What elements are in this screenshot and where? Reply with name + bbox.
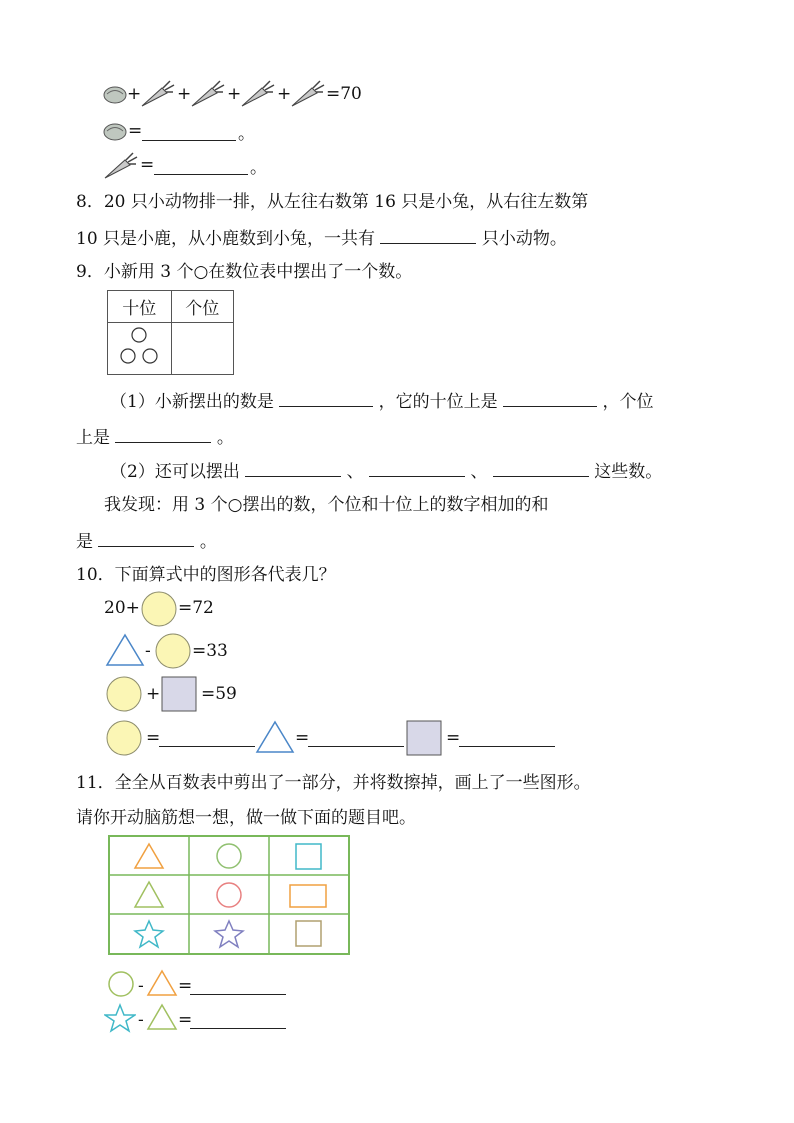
answer-blank-other-1[interactable] (245, 458, 341, 477)
gray-square-icon (160, 675, 198, 713)
period: 。 (238, 124, 255, 144)
carrot-icon (240, 80, 276, 108)
equals-sign: = (446, 728, 461, 748)
yellow-circle-icon (105, 675, 143, 713)
plus-sign: + (277, 84, 292, 104)
equals-sign: = (146, 728, 161, 748)
q9-title: 9．小新用 3 个○在数位表中摆出了一个数。 (76, 262, 413, 282)
answer-blank-triangle[interactable] (308, 728, 404, 747)
tens-cell (108, 323, 172, 375)
three-circles-icon (114, 323, 164, 369)
q9-part1-ones-label: 上是 (76, 428, 110, 448)
minus-sign: - (145, 641, 151, 661)
answer-blank-carrot[interactable] (154, 156, 248, 175)
q11-line2: 请你开动脑筋想一想，做一做下面的题目吧。 (76, 808, 416, 828)
header-ones: 个位 (171, 291, 233, 323)
q8-line2-text: 10 只是小鹿，从小鹿数到小兔，一共有 (76, 229, 376, 249)
answer-blank-number[interactable] (279, 388, 373, 407)
q9-finding-cont (76, 528, 217, 554)
eq1-left: 20+ (104, 598, 140, 618)
q10-title: 10．下面算式中的图形各代表几？ (76, 565, 336, 585)
answer-blank-cabbage[interactable] (142, 122, 236, 141)
plus-sign: + (127, 84, 142, 104)
equals-sign: = (140, 155, 155, 175)
q8-line2-end: 只小动物。 (481, 229, 567, 249)
circle-outline-icon (106, 970, 136, 998)
q9-part2-end: 这些数。 (594, 462, 663, 482)
carrot-icon (190, 80, 226, 108)
plus-sign: + (177, 84, 192, 104)
answer-blank-sum[interactable] (98, 528, 194, 547)
blue-triangle-icon (105, 632, 145, 668)
q9-part1 (110, 388, 653, 414)
q9-finding-label: 是 (76, 532, 93, 552)
answer-blank-tens[interactable] (503, 388, 597, 407)
answer-blank-ones[interactable] (115, 424, 211, 443)
teal-star-icon (104, 1003, 136, 1033)
place-value-table (107, 290, 234, 375)
answer-blank-square[interactable] (459, 728, 555, 747)
answer-blank-q8[interactable] (380, 225, 476, 244)
ones-cell (171, 323, 233, 375)
cabbage-icon (103, 121, 127, 141)
q8-line1: 8．20 只小动物排一排，从左往右数第 16 只是小兔，从右往左数第 (76, 192, 589, 212)
carrot-icon (140, 80, 176, 108)
q9-part2-text: （2）还可以摆出 (110, 462, 240, 482)
q9-part1-cont (76, 424, 234, 450)
yellow-circle-icon (105, 719, 143, 757)
q11-line1: 11．全全从百数表中剪出了一部分，并将数擦掉，画上了一些图形。 (76, 773, 591, 793)
eq1-right: =72 (178, 598, 214, 618)
minus-sign: - (138, 976, 144, 996)
answer-blank-other-3[interactable] (493, 458, 589, 477)
answer-blank-circle[interactable] (159, 728, 255, 747)
q9-part1-tens-text: ，它的十位上是 (378, 392, 498, 412)
carrot-icon (103, 152, 139, 180)
period: 。 (199, 532, 217, 552)
q9-part1-text: （1）小新摆出的数是 (110, 392, 274, 412)
equals-sign: = (295, 728, 310, 748)
answer-blank-circle-triangle[interactable] (190, 976, 286, 995)
separator: 、 (346, 462, 364, 482)
eq2-right: =33 (192, 641, 228, 661)
green-triangle-icon (146, 1002, 178, 1032)
yellow-circle-icon (154, 632, 192, 670)
yellow-circle-icon (140, 590, 178, 628)
equals-sign: = (178, 976, 193, 996)
q8-line2 (76, 225, 567, 251)
equals-sign: = (128, 121, 143, 141)
answer-blank-other-2[interactable] (369, 458, 465, 477)
q9-finding: 我发现：用 3 个○摆出的数，个位和十位上的数字相加的和 (104, 495, 549, 515)
period: 。 (216, 428, 234, 448)
q9-part2 (110, 458, 662, 484)
header-tens: 十位 (108, 291, 172, 323)
orange-triangle-icon (146, 968, 178, 998)
period: 。 (250, 158, 267, 178)
plus-sign: + (227, 84, 242, 104)
plus-sign: + (146, 684, 161, 704)
gray-square-icon (405, 719, 443, 757)
equation-total: =70 (326, 84, 362, 104)
hundred-chart-fragment (108, 835, 350, 955)
blue-triangle-icon (255, 719, 295, 755)
eq3-right: =59 (201, 684, 237, 704)
minus-sign: - (138, 1010, 144, 1030)
separator: 、 (470, 462, 488, 482)
carrot-icon (290, 80, 326, 108)
cabbage-icon (103, 84, 127, 104)
equals-sign: = (178, 1010, 193, 1030)
answer-blank-star-triangle[interactable] (190, 1010, 286, 1029)
q9-part1-ones-text: ，个位 (602, 392, 654, 412)
